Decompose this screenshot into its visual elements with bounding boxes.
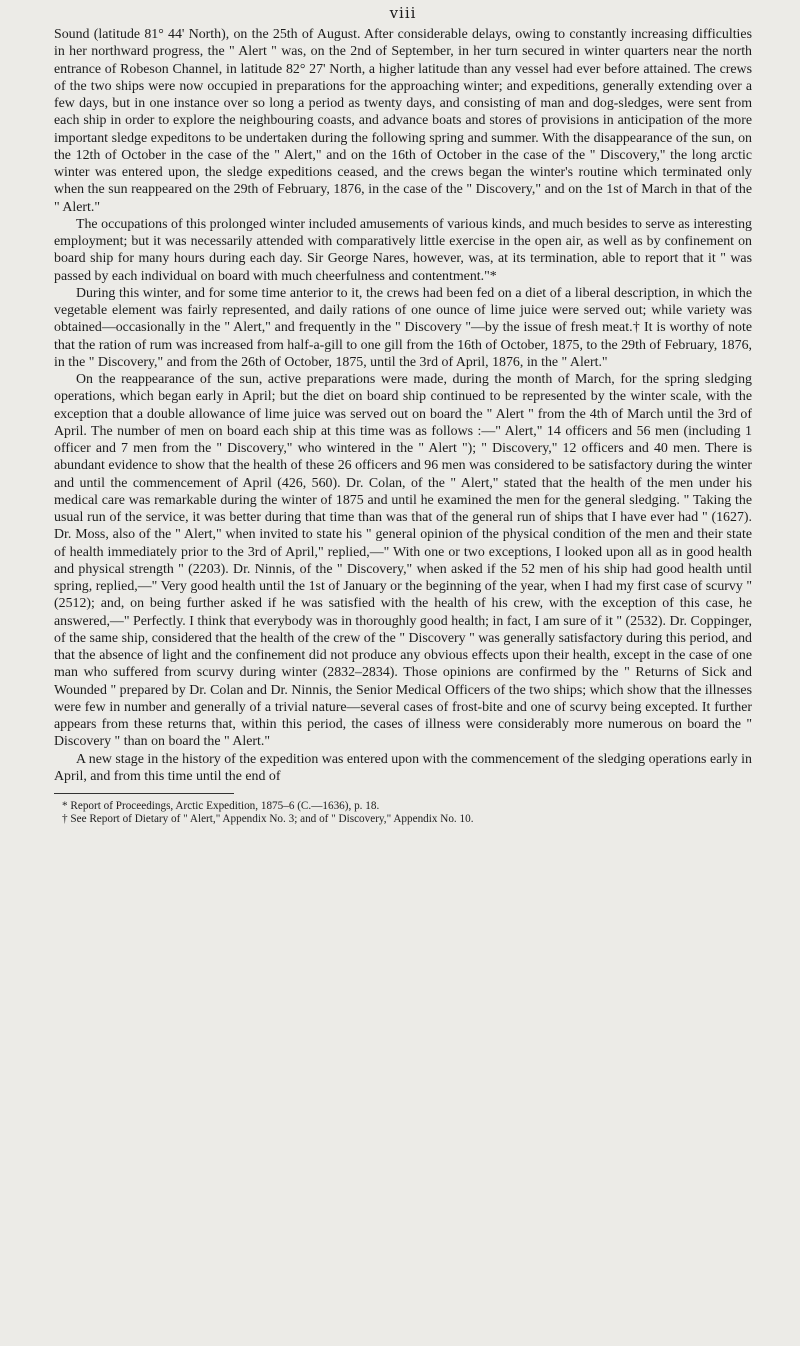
paragraph: During this winter, and for some time anterior to it, the crews had been fed on a diet of a liberal description, in which the vegetable element was fairly represented, and daily rations of one ounce of lime juice were served out; while variety was obtained—occasionally in the " Alert," and frequently in the " Discovery "—by the issue of fresh meat.† It is worthy of note that the ration of rum was increased from half-a-gill to one gill from the 16th of October, 1875, to the 29th of February, 1876, in the " Discovery," and from the 26th of October, 1875, until the 3rd of April, 1876, in the " Alert." bbox=[54, 285, 752, 370]
footnotes bbox=[54, 800, 752, 826]
footnote: † See Report of Dietary of " Alert," Appendix No. 3; and of " Discovery," Appendix No. 10. bbox=[62, 813, 474, 825]
paragraph: The occupations of this prolonged winter included amusements of various kinds, and much besides to serve as interesting employment; but it was necessarily attended with comparatively little exercise in the open air, as well as by confinement on board ship for many hours during each day. Sir George Nares, however, was, at its termination, able to report that it " was passed by each individual on board with much cheerfulness and contentment."* bbox=[54, 216, 752, 284]
footnote-divider bbox=[54, 793, 234, 794]
footnote: * Report of Proceedings, Arctic Expedition, 1875–6 (C.—1636), p. 18. bbox=[62, 800, 380, 812]
page-number: viii bbox=[389, 4, 417, 22]
paragraph: Sound (latitude 81° 44' North), on the 25th of August. After considerable delays, owing to constantly increasing difficulties in her northward progress, the " Alert " was, on the 2nd of September, in her turn secured in winter quarters near the north entrance of Robeson Channel, in latitude 82° 27' North, a higher latitude than any vessel had ever before attained. The crews of the two ships were now occupied in preparations for the approaching winter; and expeditions, generally extending over a few days, but in one instance over so long a period as twenty days, and consisting of man and dog-sledges, were sent from each ship in order to explore the neighbouring coasts, and advance boats and stores of provisions in anticipation of the more important sledge expeditons to be undertaken during the following spring and summer. With the disappearance of the sun, on the 12th of October in the case of the " Alert," and on the 16th of October in the case of the " Discovery," the long arctic winter was entered upon, the sledge expeditions ceased, and the crews began the winter's routine which terminated only when the sun reappeared on the 29th of February, 1876, in the case of the " Discovery," and on the 1st of March in that of the " Alert." bbox=[54, 27, 752, 215]
body-text bbox=[54, 26, 752, 785]
paragraph: A new stage in the history of the expedition was entered upon with the commencement of the sledging operations early in April, and from this time until the end of bbox=[54, 751, 752, 784]
paragraph: On the reappearance of the sun, active preparations were made, during the month of March, for the spring sledging operations, which began early in April; but the diet on board ship continued to be represented by the winter scale, with the exception that a double allowance of lime juice was served out on board the " Alert " from the 4th of March until the 3rd of April. The number of men on board each ship at this time was as follows :—" Alert," 14 officers and 56 men (including 1 officer and 7 men from the " Discovery," who wintered in the " Alert "); " Discovery," 12 officers and 40 men. There is abundant evidence to show that the health of these 26 officers and 96 men was considered to be satisfactory during the winter and until the commencement of April (426, 560). Dr. Colan, of the " Alert," stated that the health of the men under his medical care was remarkable during the winter of 1875 and until he examined the men for the general sledging. " Taking the usual run of the service, it was better during that time than was that of the general run of ships that I have ever had " (1627). Dr. Moss, also of the " Alert," when invited to state his " general opinion of the physical condition of the men and their state of health immediately prior to the 3rd of April," replied,—" With one or two exceptions, I looked upon all as in good health and physical strength " (2203). Dr. Ninnis, of the " Discovery," when asked if the 52 men of his ship had good health until spring, replied,—" Very good health until the 1st of January or the beginning of the year, when I had my first case of scurvy " (2512); and, on being further asked if he was satisfied with the health of his crew, with the exception of this case, he answered,—" Perfectly. I think that everybody was in thoroughly good health; in fact, I am sure of it " (2532). Dr. Coppinger, of the same ship, considered that the health of the crew of the " Discovery " was generally satisfactory during this period, and that the absence of light and the confinement did not produce any obvious effects upon their health, except in the case of one man who suffered from scurvy during winter (2832–2834). Those opinions are confirmed by the " Returns of Sick and Wounded " prepared by Dr. Colan and Dr. Ninnis, the Senior Medical Officers of the two ships; which show that the illnesses were few in number and generally of a trivial nature—several cases of frost-bite and one of scurvy being excepted. It further appears from these returns that, within this period, the cases of illness were considerably more numerous on board the " Discovery " than on board the " Alert." bbox=[54, 372, 752, 750]
